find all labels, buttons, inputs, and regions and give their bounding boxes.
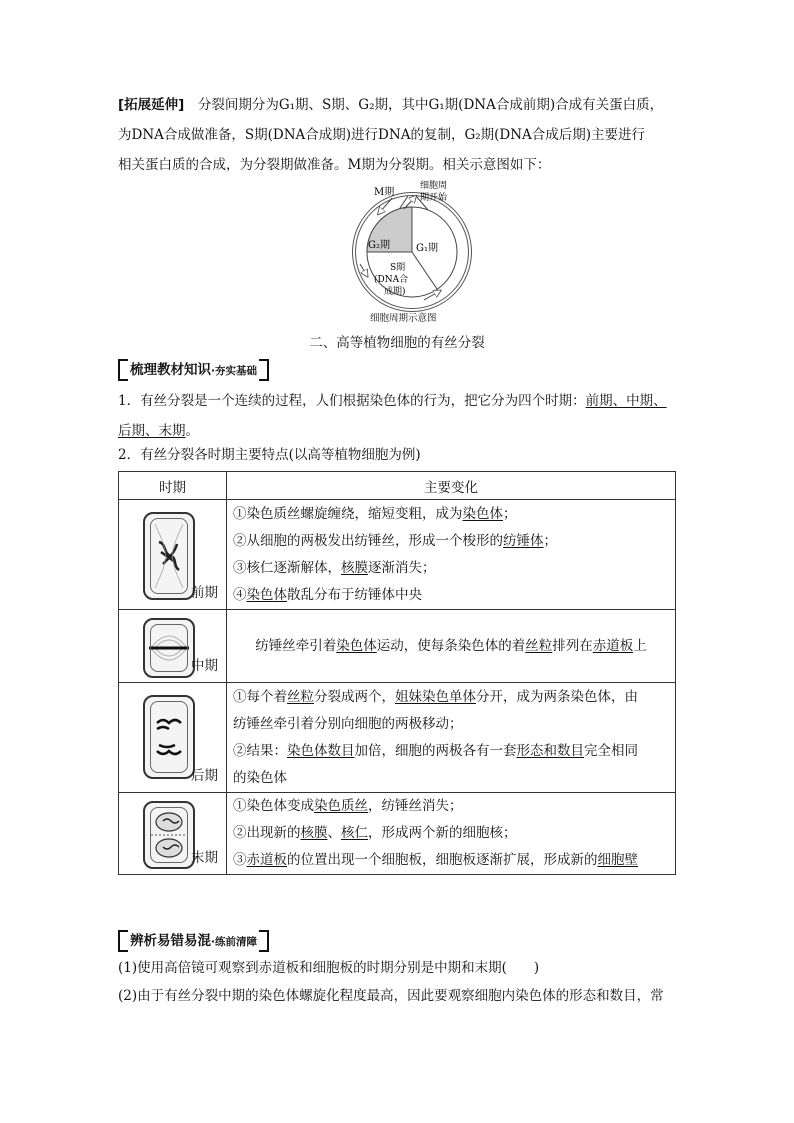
cycle-start-label-2: 期开始: [420, 193, 448, 203]
anaphase-cell: [119, 683, 227, 793]
study-header-main: 梳理教材知识: [130, 362, 211, 378]
anaphase-desc: ①每个着丝粒分裂成两个，姐妹染色单体分开，成为两条染色体，由 纺锤丝牵引着分别向细胞的两极移动； ②结果：染色体数目加倍，细胞的两极各有一套形态和数目完全相同 的染色体: [227, 683, 676, 793]
study-header-sub: ·夯实基础: [211, 365, 257, 377]
metaphase-cell: [119, 610, 227, 683]
g1-label: G₁期: [416, 243, 438, 254]
anaphase-cell-image: [143, 695, 195, 779]
extension-line-2: 为DNA合成做准备，S期(DNA合成期)进行DNA的复制，G₂期(DNA合成后期)主要进行: [118, 127, 646, 143]
metaphase-chromosome-icon: [145, 620, 193, 676]
point-1-answer-b: 后期、末期: [118, 423, 186, 439]
metaphase-cell-image: [143, 618, 195, 678]
right-bracket-icon: [259, 930, 269, 952]
anaphase-label: 后期: [191, 768, 218, 784]
cycle-start-label-1: 细胞周: [420, 181, 448, 191]
point-1-answer-a: 前期、中期、: [585, 393, 667, 409]
question-2: (2)由于有丝分裂中期的染色体螺旋化程度最高，因此要观察细胞内染色体的形态和数目，常: [118, 988, 664, 1004]
metaphase-desc: 纺锤丝牵引着染色体运动，使每条染色体的着丝粒排列在赤道板上: [227, 610, 676, 683]
table-row-prophase: [119, 500, 676, 610]
extension-tag: [拓展延伸]: [118, 97, 185, 113]
telophase-desc: ①染色体变成染色质丝，纺锤丝消失； ②出现新的核膜、核仁，形成两个新的细胞核； ③赤道板的位置出现一个细胞板，细胞板逐渐扩展，形成新的细胞壁: [227, 793, 676, 875]
table-row-telophase: [119, 793, 676, 875]
extension-line-1: 分裂间期分为G₁期、S期、G₂期，其中G₁期(DNA合成前期)合成有关蛋白质，: [197, 97, 664, 113]
section-title: 二、高等植物细胞的有丝分裂: [309, 335, 485, 351]
mitosis-table: [118, 471, 676, 875]
study-header: [118, 358, 269, 381]
right-bracket-icon: [259, 359, 269, 381]
header-period: 时期: [119, 472, 227, 500]
analysis-header-sub: ·练前清障: [211, 936, 257, 948]
telophase-label: 末期: [191, 850, 218, 866]
point-2: 2．有丝分裂各时期主要特点(以高等植物细胞为例): [118, 447, 421, 463]
header-change: 主要变化: [227, 472, 676, 500]
m-phase-label: M期: [374, 187, 395, 198]
left-bracket-icon: [118, 359, 128, 381]
diagram-caption: 细胞周期示意图: [370, 313, 437, 324]
cell-cycle-diagram: [340, 178, 480, 326]
analysis-header: [118, 929, 269, 952]
prophase-desc: ①染色质丝螺旋缠绕，缩短变粗，成为染色体； ②从细胞的两极发出纺锤丝，形成一个梭形的纺锤体； ③核仁逐渐解体，核膜逐渐消失； ④染色体散乱分布于纺锤体中央: [227, 500, 676, 610]
extension-line-3: 相关蛋白质的合成，为分裂期做准备。M期为分裂期。相关示意图如下：: [118, 157, 551, 173]
telophase-nuclei-icon: [145, 803, 193, 867]
table-row-metaphase: [119, 610, 676, 683]
analysis-header-main: 辨析易错易混: [130, 933, 211, 949]
metaphase-label: 中期: [191, 658, 218, 674]
point-1-end: 。: [185, 423, 199, 439]
prophase-chromosome-icon: [145, 514, 193, 598]
s-label-2: (DNA合: [374, 275, 409, 285]
left-bracket-icon: [118, 930, 128, 952]
prophase-cell-image: [143, 512, 195, 600]
s-label-3: 成期): [384, 287, 406, 297]
prophase-label: 前期: [191, 585, 218, 601]
point-1: [118, 386, 678, 446]
prophase-cell: [119, 500, 227, 610]
g2-label: G₂期: [368, 240, 390, 251]
telophase-cell-image: [143, 801, 195, 869]
question-1: (1)使用高倍镜可观察到赤道板和细胞板的时期分别是中期和末期( ): [118, 960, 540, 976]
table-row-anaphase: [119, 683, 676, 793]
anaphase-chromosome-icon: [145, 697, 193, 777]
telophase-cell: [119, 793, 227, 875]
s-label-1: S期: [390, 263, 406, 273]
extension-paragraph: [118, 90, 678, 180]
point-1-text: 1．有丝分裂是一个连续的过程，人们根据染色体的行为，把它分为四个时期：: [118, 393, 586, 409]
